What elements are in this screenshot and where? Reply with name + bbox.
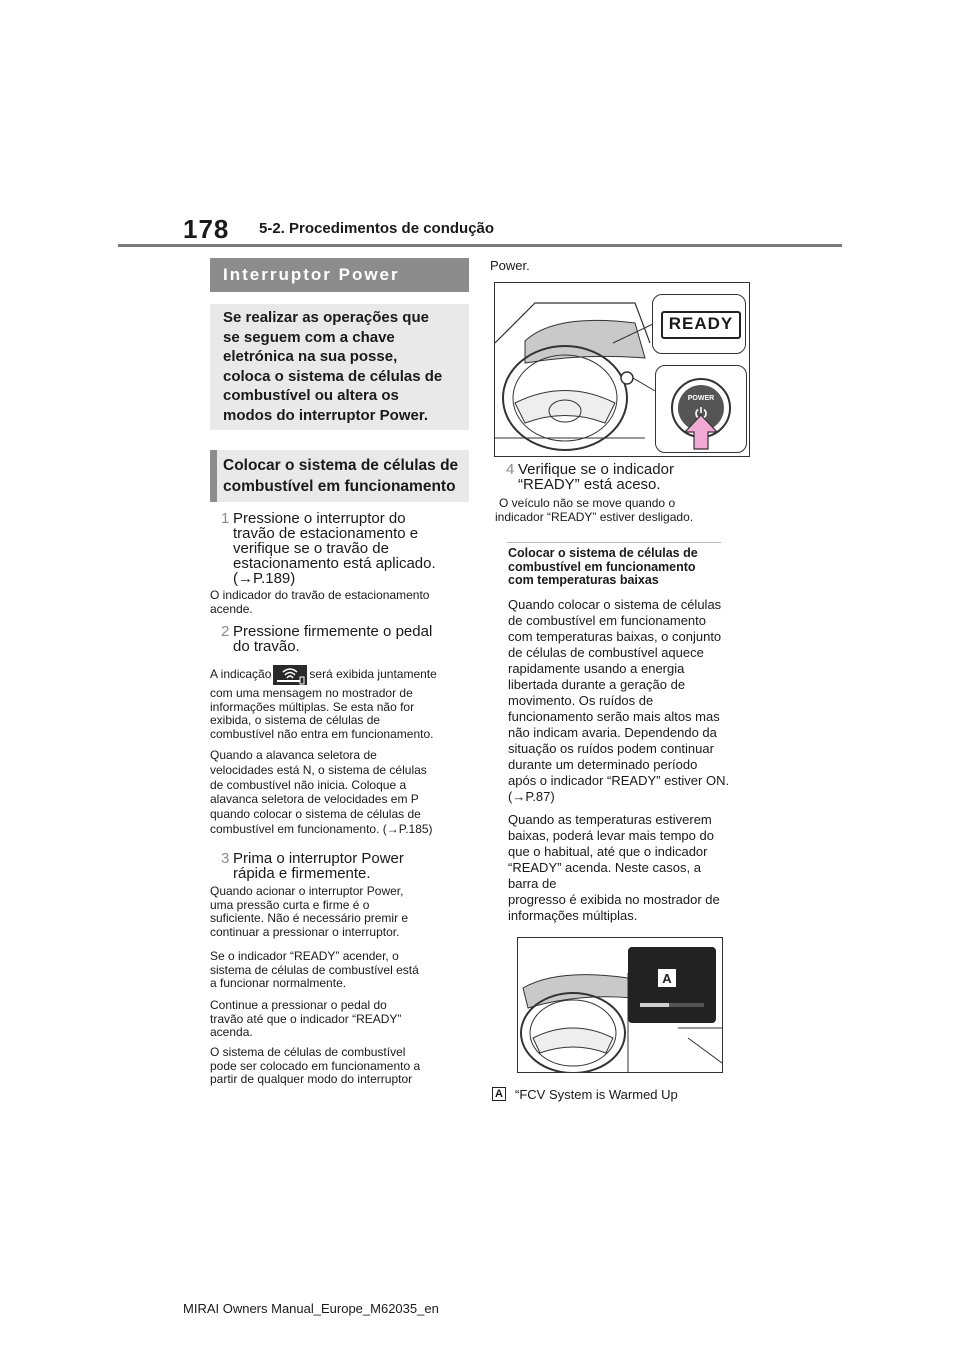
note-line: partir de qualquer modo do interruptor bbox=[210, 1072, 413, 1086]
intro-line: Se realizar as operações que bbox=[223, 309, 429, 326]
note-line-with-icon bbox=[210, 664, 480, 687]
step-line: Verifique se o indicador bbox=[518, 461, 674, 478]
step-number: 3 bbox=[221, 850, 230, 867]
ready-indicator: READY bbox=[661, 311, 741, 339]
note-line: acenda. bbox=[210, 1025, 253, 1039]
continued-text: Power. bbox=[490, 258, 530, 273]
step-line: estacionamento está aplicado. bbox=[233, 555, 436, 572]
note-line: O indicador do travão de estacionamento bbox=[210, 588, 430, 602]
caution-line: “READY” acenda. Neste casos, a bbox=[508, 860, 701, 875]
box-title: Interruptor Power bbox=[210, 258, 469, 292]
note-line: alavanca seletora de velocidades em P bbox=[210, 792, 419, 807]
note-line: O veículo não se move quando o bbox=[499, 496, 676, 510]
section-title: 5-2. Procedimentos de condução bbox=[259, 220, 495, 237]
caution-title-line: com temperaturas baixas bbox=[508, 573, 659, 587]
subheading-box bbox=[210, 450, 469, 502]
caution-line: de células de combustível aquece bbox=[508, 645, 704, 660]
caution-line: não indicam avaria. Dependendo da bbox=[508, 725, 717, 740]
note-line: suficiente. Não é necessário premir e bbox=[210, 911, 409, 925]
step-line: Pressione o interruptor do bbox=[233, 510, 406, 527]
caution-line: que o habitual, até que o indicador bbox=[508, 844, 708, 859]
step-text bbox=[233, 624, 432, 654]
note-line: combustível em funcionamento. (→P.185) bbox=[210, 821, 433, 836]
step-line: Prima o interruptor Power bbox=[233, 850, 404, 867]
caution-line: situação os ruídos podem continuar bbox=[508, 741, 714, 756]
step-text bbox=[518, 462, 674, 492]
step-line: travão de estacionamento e bbox=[233, 525, 419, 542]
note-line: quando colocar o sistema de células de bbox=[210, 807, 421, 822]
progress-bar-fill bbox=[640, 1003, 669, 1007]
note-text: A indicação bbox=[210, 667, 272, 681]
note-line: informações múltiplas. Se esta não for bbox=[210, 699, 415, 714]
footer: MIRAI Owners Manual_Europe_M62035_en bbox=[183, 1301, 439, 1316]
step-line: Pressione firmemente o pedal bbox=[233, 623, 433, 640]
caution-paragraph-1 bbox=[508, 597, 753, 805]
multi-info-display bbox=[628, 947, 716, 1023]
note-line: pode ser colocado em funcionamento a bbox=[210, 1058, 421, 1073]
note-line: Quando acionar o interruptor Power, bbox=[210, 884, 404, 898]
note-line: velocidades está N, o sistema de células bbox=[210, 762, 427, 777]
progress-bar bbox=[640, 1003, 704, 1007]
note-line: acende. bbox=[210, 601, 253, 616]
page-number: 178 bbox=[183, 214, 230, 244]
step-number: 2 bbox=[221, 623, 230, 640]
step-1-note bbox=[210, 589, 475, 616]
step-2 bbox=[221, 624, 471, 656]
power-callout bbox=[655, 365, 747, 453]
intro-line: modos do interruptor Power. bbox=[223, 406, 429, 424]
caution-line: funcionamento serão mais altos mas bbox=[508, 709, 720, 724]
ready-callout bbox=[652, 294, 746, 354]
step-line: rápida e firmemente. bbox=[233, 865, 371, 882]
legend-text: “FCV System is Warmed Up bbox=[515, 1087, 678, 1102]
caution-line: Quando as temperaturas estiverem bbox=[508, 812, 712, 827]
caution-paragraph-2 bbox=[508, 812, 753, 924]
press-arrow-icon bbox=[684, 414, 718, 450]
caution-line: informações múltiplas. bbox=[508, 908, 638, 923]
step-number: 4 bbox=[506, 461, 515, 478]
intro-line: se seguem com a chave bbox=[223, 328, 395, 346]
caution-line: barra de bbox=[508, 876, 557, 891]
caution-divider bbox=[507, 542, 721, 543]
caution-line: de combustível em funcionamento bbox=[508, 613, 706, 628]
note-line: uma pressão curta e firme é o bbox=[210, 897, 370, 912]
step-3-note-3 bbox=[210, 999, 480, 1040]
note-line: com uma mensagem no mostrador de bbox=[210, 686, 413, 700]
step-1 bbox=[221, 511, 471, 586]
note-line: a funcionar normalmente. bbox=[210, 976, 347, 990]
caution-line: libertada durante a geração de bbox=[508, 677, 686, 692]
intro-box bbox=[210, 304, 469, 430]
caution-line: movimento. Os ruídos de bbox=[508, 693, 654, 708]
note-line: indicador “READY” estiver desligado. bbox=[495, 509, 694, 524]
note-line: Continue a pressionar o pedal do bbox=[210, 998, 387, 1012]
step-line: (→P.189) bbox=[233, 570, 296, 587]
figure-warming-display bbox=[517, 937, 723, 1073]
caution-title-line: Colocar o sistema de células de bbox=[508, 546, 698, 560]
step-text bbox=[233, 511, 436, 586]
header-rule bbox=[118, 244, 842, 247]
step-3-note bbox=[210, 885, 480, 939]
note-line: O sistema de células de combustível bbox=[210, 1045, 406, 1059]
caution-line: Quando colocar o sistema de células bbox=[508, 597, 722, 612]
step-3 bbox=[221, 851, 471, 883]
note-line: sistema de células de combustível está bbox=[210, 962, 419, 977]
step-text bbox=[233, 851, 404, 881]
step-4-note bbox=[495, 497, 755, 524]
note-line: de combustível não inicia. Coloque a bbox=[210, 777, 407, 792]
caution-title-line: combustível em funcionamento bbox=[508, 559, 696, 574]
step-4 bbox=[506, 462, 746, 494]
caution-line: durante um determinado período bbox=[508, 757, 698, 772]
callout-label-a: A bbox=[658, 969, 676, 987]
note-line: continuar a pressionar o interruptor. bbox=[210, 924, 400, 939]
caution-line: após o indicador “READY” estiver ON. bbox=[508, 773, 730, 788]
step-3-note-4 bbox=[210, 1046, 480, 1087]
step-line: verifique se o travão de bbox=[233, 540, 389, 557]
caution-line: baixas, poderá levar mais tempo do bbox=[508, 828, 714, 843]
caution-title bbox=[508, 547, 748, 588]
power-label: POWER bbox=[687, 395, 715, 402]
caution-line: com temperaturas baixas, o conjunto bbox=[508, 629, 722, 644]
note-line: exibida, o sistema de células de bbox=[210, 713, 381, 727]
step-2-note-2 bbox=[210, 748, 480, 837]
step-2-note bbox=[210, 664, 480, 741]
fcv-warming-icon bbox=[273, 665, 307, 685]
step-3-note-2 bbox=[210, 950, 480, 991]
intro-line: combustível ou altera os bbox=[223, 387, 399, 405]
note-line: Se o indicador “READY” acender, o bbox=[210, 949, 399, 963]
note-line: travão até que o indicador “READY” bbox=[210, 1011, 402, 1026]
step-line: do travão. bbox=[233, 638, 300, 655]
legend-label-a: A bbox=[492, 1087, 506, 1101]
note-text: será exibida juntamente bbox=[309, 667, 437, 681]
figure-ready-power bbox=[494, 282, 750, 457]
note-line: combustível não entra em funcionamento. bbox=[210, 726, 434, 741]
intro-line: eletrónica na sua posse, bbox=[223, 348, 398, 366]
caution-line: rapidamente usando a energia bbox=[508, 661, 685, 676]
caution-line: (→P.87) bbox=[508, 789, 555, 804]
step-line: “READY” está aceso. bbox=[518, 476, 661, 493]
intro-line: coloca o sistema de células de bbox=[223, 367, 443, 385]
subheading-line: Colocar o sistema de células de bbox=[223, 457, 459, 474]
step-number: 1 bbox=[221, 510, 230, 527]
note-line: Quando a alavanca seletora de bbox=[210, 748, 377, 762]
subheading-line: combustível em funcionamento bbox=[223, 478, 456, 495]
caution-line: progresso é exibida no mostrador de bbox=[508, 892, 720, 907]
